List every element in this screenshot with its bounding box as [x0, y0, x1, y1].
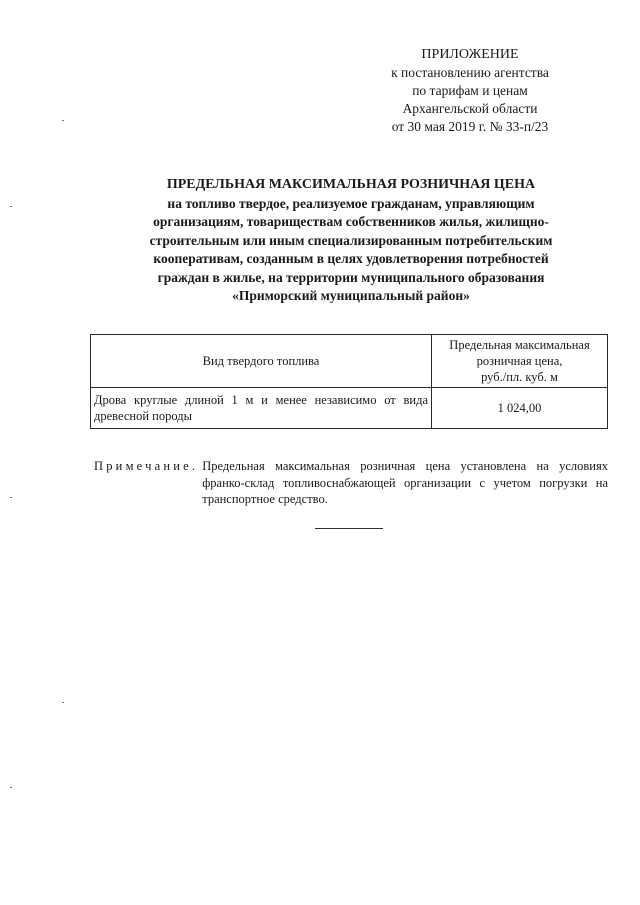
appendix-line-2: по тарифам и ценам [412, 83, 528, 98]
divider-line [315, 528, 383, 529]
note-text: Предельная максимальная розничная цена установлена на условиях франко-склад топливоснабжающей организации с учетом погрузки на транспортное средство. [202, 459, 608, 506]
header-price-line-1: Предельная максимальная [449, 338, 590, 352]
header-price-line-2: розничная цена, [476, 354, 563, 368]
appendix-line-1: к постановлению агентства [391, 65, 549, 80]
title-line-6: «Приморский муниципальный район» [232, 288, 470, 303]
cell-fuel-type: Дрова круглые длиной 1 м и менее независимо от вида древесной породы [91, 388, 432, 429]
scan-speck [10, 206, 12, 207]
note-label: Примечание. [94, 459, 199, 473]
title-line-1: на топливо твердое, реализуемое гражданам, управляющим [167, 195, 535, 211]
table-row [91, 388, 608, 429]
scan-speck [10, 497, 12, 498]
appendix-line-4: от 30 мая 2019 г. № 33-п/23 [391, 119, 549, 134]
title-line-3: строительным или иным специализированным потребительским [149, 232, 553, 248]
scan-speck [62, 702, 64, 703]
appendix-heading: ПРИЛОЖЕНИЕ [421, 47, 519, 62]
header-price [432, 335, 608, 388]
price-table [90, 334, 608, 429]
document-title [95, 176, 607, 306]
title-line-4: кооперативам, созданным в целях удовлетворения потребностей [153, 251, 549, 266]
scan-speck [62, 120, 64, 121]
title-line-2: организациям, товариществам собственников жилья, жилищно- [153, 214, 549, 229]
note [94, 458, 608, 508]
cell-price: 1 024,00 [432, 388, 608, 429]
header-price-line-3: руб./пл. куб. м [481, 370, 558, 384]
scan-speck [10, 787, 12, 788]
appendix-header [350, 46, 590, 136]
appendix-line-3: Архангельской области [402, 101, 538, 116]
table-header-row [91, 335, 608, 388]
header-fuel-type: Вид твердого топлива [91, 335, 432, 388]
title-main: ПРЕДЕЛЬНАЯ МАКСИМАЛЬНАЯ РОЗНИЧНАЯ ЦЕНА [166, 177, 536, 192]
title-line-5: граждан в жилье, на территории муниципального образования [157, 269, 545, 285]
